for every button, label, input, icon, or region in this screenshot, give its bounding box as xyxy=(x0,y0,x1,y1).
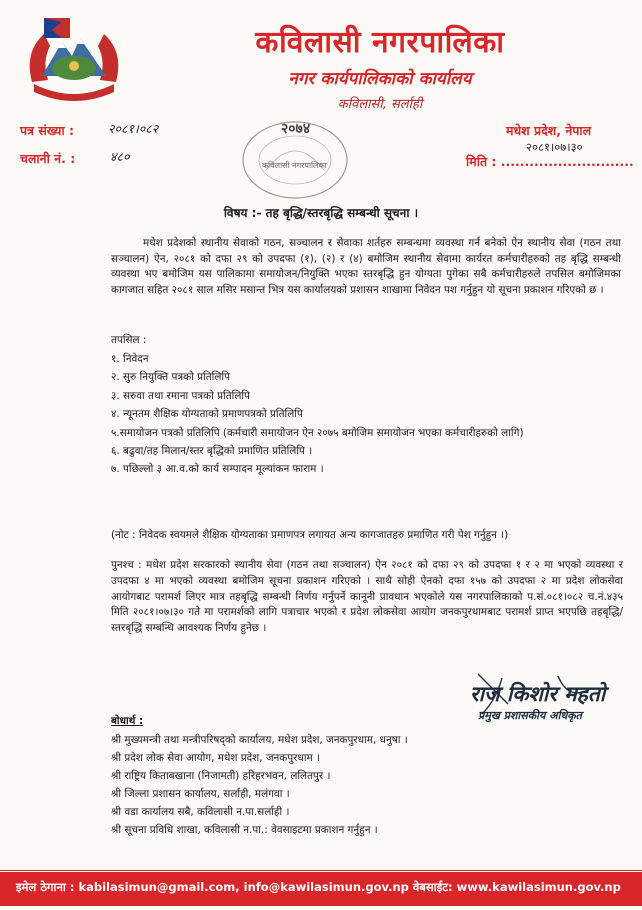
note-line: (नोट : निवेदक स्वयमले शैक्षिक योग्यताका प्रमाणपत्र लगायत अन्य कागजातहरु प्रमाणित गरी पेश गर्नुहुन ।) xyxy=(111,529,509,541)
list-item: ५.समायोजन पत्रको प्रतिलिपि (कर्मचारी समायोजन ऐन २०७५ बमोजिम समायोजन भएका कर्मचारीहरुको लागि) xyxy=(111,426,524,439)
list-item: २. सुरु नियुक्ति पत्रको प्रतिलिपि xyxy=(111,371,230,384)
website-link[interactable]: www.kawilasimun.gov.np xyxy=(456,880,621,894)
cc-item: श्री जिल्ला प्रशासन कार्यालय, सर्लाही, मलंगवा । xyxy=(111,788,290,800)
nepal-emblem-icon xyxy=(14,12,134,110)
list-item: १. निवेदन xyxy=(111,353,149,365)
office-place: कविलासी, सर्लाही xyxy=(337,97,423,112)
office-subtitle: नगर कार्यपालिकाको कार्यालय xyxy=(288,69,472,89)
patra-sankhya-label: पत्र संख्या : xyxy=(20,123,74,138)
date-value: २०८१।०७।३० xyxy=(526,140,583,154)
footer-contact xyxy=(16,880,621,895)
subject-line: विषय :- तह बृद्धि/स्तरबृद्धि सम्बन्धी सूचना । xyxy=(223,206,419,220)
province-label: मधेश प्रदेश, नेपाल xyxy=(506,123,592,138)
signatory-title: प्रमुख प्रशासकीय अधिकृत xyxy=(478,709,582,722)
cc-list xyxy=(111,731,408,839)
cc-item: श्री प्रदेश लोक सेवा आयोग, मधेश प्रदेश, जनकपुरधाम । xyxy=(111,752,320,764)
cc-label: बोधार्थ : xyxy=(111,715,144,727)
stamp-year: २०७४ xyxy=(281,121,311,137)
municipality-title: कविलासी नगरपालिका xyxy=(255,25,505,60)
cc-item: श्री मुख्यमन्त्री तथा मन्त्रीपरिषद्को कार्यालय, मधेश प्रदेश, जनकपुरधाम, धनुषा । xyxy=(111,734,408,746)
postscript-paragraph: पुनश्च : मधेश प्रदेश सरकारको स्थानीय सेवा (गठन तथा सञ्चालन) ऐन २०८१ को दफा २९ को उपदफा १ र २ मा भएको व्यवस्था र उपदफा ४ मा भएको व्यवस्था बमोजिम सूचना प्रकाशन गरिएको । साथै सोही ऐनको दफा १५७ को उपदफा २ मा प्रदेश लोकसेवा आयोगबाट परामर्श लिएर मात्र तहबृद्धि सम्बन्धी निर्णय गर्नुपर्ने कानूनी प्रावधान भएकोले यस नगरपालिकाको प.सं.०८१।०८२ च.नं.४३५ मिति २०८१।०७।३० गते मा परामर्शको लागि पत्राचार भएको र प्रदेश लोकसेवा आयोग जनकपुरधामबाट परामर्श प्राप्त भएपछि तहबृद्धि/स्तरबृद्धि सम्बन्धि आवश्यक निर्णय हुनेछ । xyxy=(111,559,623,635)
document-list xyxy=(111,352,626,481)
cc-item: श्री राष्ट्रिय किताबखाना (निजामती) हरिहरभवन, ललितपुर । xyxy=(111,770,331,782)
patra-sankhya-value: २०८१।०८२ xyxy=(108,121,159,136)
list-item: ४. न्यूनतम शैक्षिक योग्यताको प्रमाणपत्रको प्रतिलिपि xyxy=(111,408,303,421)
website-label: वेबसाईट: xyxy=(412,880,453,894)
email-addresses[interactable]: kabilasimun@gmail.com, info@kawilasimun.gov.np xyxy=(78,880,409,894)
date-label: मिति : ............................ xyxy=(466,154,634,169)
signatory-name: राज किशोर महतो xyxy=(470,681,606,706)
footer-divider xyxy=(0,870,642,871)
cc-item: श्री वडा कार्यालय सबै, कविलासी न.पा.सर्लाही । xyxy=(111,806,290,818)
intro-text: मधेश प्रदेशको स्थानीय सेवाको गठन, सञ्चालन र सेवाका शर्तहरु सम्बन्धमा व्यवस्था गर्न बनेको ऐन स्थानीय सेवा (गठन तथा सञ्चालन) ऐन, २०८१ को दफा २९ को उपदफा (१), (२) र (४) बमोजिम स्थानीय सेवामा कार्यरत कर्मचारीहरुको तह बृद्धि सम्बन्धी व्यवस्था भए बमोजिम यस पालिकामा समायोजन/नियुक्ति भएका स्तरबृद्धि हुन योग्यता पुगेका सबै कर्मचारीहरुले तपसिल बमोजिमका कागजात सहित २०८१ साल मसिर मसान्त भित्र यस कार्यालयको प्रशासन शाखामा निवेदन पश गर्नुहुन यो सूचना प्रकाशन गरिएको छ । xyxy=(111,237,621,296)
chalani-value: ४८० xyxy=(110,149,130,164)
list-item: ७. पछिल्लो ३ आ.व.को कार्य सम्पादन मूल्यांकन फाराम । xyxy=(111,463,324,476)
list-item: ३. सरुवा तथा रमाना पत्रको प्रतिलिपि xyxy=(111,389,250,402)
stamp-text: कविलासी नगरपालिका xyxy=(262,161,327,170)
list-item: ६. बढुवा/तह मिलान/स्तर बृद्धिको प्रमाणित प्रतिलिपि । xyxy=(111,444,313,457)
intro-paragraph xyxy=(111,236,621,298)
email-label: इमेल ठेगाना : xyxy=(16,880,75,894)
list-label: तपसिल : xyxy=(111,334,147,346)
chalani-label: चलानी नं. : xyxy=(20,151,76,166)
cc-item: श्री सूचना प्रविधि शाखा, कविलासी न.पा.: वेवसाइटमा प्रकाशन गर्नुहुन । xyxy=(111,824,378,836)
